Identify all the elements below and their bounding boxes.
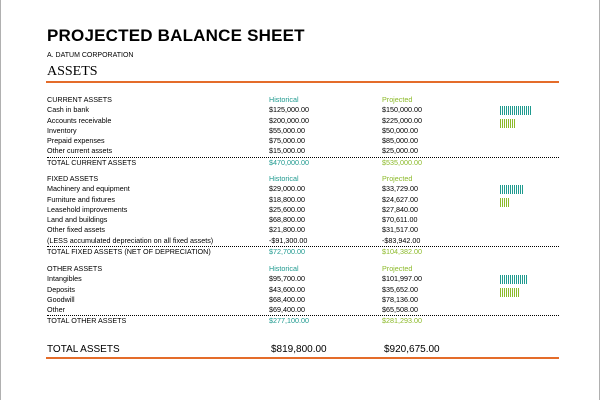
historical-value[interactable]: $75,000.00 bbox=[269, 136, 305, 146]
historical-value[interactable]: $68,800.00 bbox=[269, 215, 305, 225]
table-row[interactable] bbox=[47, 274, 559, 284]
total-row bbox=[47, 246, 559, 256]
assets-rule bbox=[46, 81, 559, 83]
projected-sparkline bbox=[500, 118, 531, 128]
table-row[interactable] bbox=[47, 305, 559, 315]
row-label: Intangibles bbox=[47, 274, 82, 284]
projected-column-header: Projected bbox=[382, 95, 413, 104]
projected-total: $535,000.00 bbox=[382, 157, 422, 167]
fixed-assets-section bbox=[47, 174, 559, 256]
projected-value[interactable]: $50,000.00 bbox=[382, 125, 418, 135]
total-assets-row bbox=[47, 343, 559, 357]
table-row[interactable] bbox=[47, 184, 559, 194]
projected-value[interactable]: $35,652.00 bbox=[382, 284, 418, 294]
row-label: Prepaid expenses bbox=[47, 136, 105, 146]
historical-sparkline bbox=[500, 274, 527, 284]
projected-sparkline bbox=[500, 287, 527, 297]
projected-value[interactable]: $33,729.00 bbox=[382, 184, 418, 194]
total-row bbox=[47, 157, 559, 167]
projected-total: $281,293.00 bbox=[382, 316, 422, 326]
table-row[interactable] bbox=[47, 215, 559, 225]
table-row[interactable] bbox=[47, 116, 559, 126]
other-assets-section bbox=[47, 264, 559, 326]
row-label: Furniture and fixtures bbox=[47, 194, 115, 204]
projected-value[interactable]: $78,136.00 bbox=[382, 294, 418, 304]
historical-value[interactable]: $69,400.00 bbox=[269, 305, 305, 315]
table-row[interactable] bbox=[47, 146, 559, 156]
historical-value[interactable]: $95,700.00 bbox=[269, 274, 305, 284]
projected-value[interactable]: $70,611.00 bbox=[382, 215, 418, 225]
current-assets-header-row bbox=[47, 95, 559, 105]
projected-value[interactable]: $25,000.00 bbox=[382, 146, 418, 156]
current-assets-sparklines bbox=[500, 105, 531, 131]
historical-value[interactable]: $125,000.00 bbox=[269, 105, 309, 115]
assets-heading: ASSETS bbox=[47, 64, 98, 79]
historical-value[interactable]: $43,600.00 bbox=[269, 284, 305, 294]
historical-value[interactable]: $55,000.00 bbox=[269, 125, 305, 135]
projected-column-header: Projected bbox=[382, 264, 413, 273]
historical-column-header: Historical bbox=[269, 95, 299, 104]
historical-value[interactable]: $15,000.00 bbox=[269, 146, 305, 156]
projected-value[interactable]: $85,000.00 bbox=[382, 136, 418, 146]
page-title: PROJECTED BALANCE SHEET bbox=[47, 26, 305, 45]
projected-total: $104,382.00 bbox=[382, 247, 422, 257]
table-row[interactable] bbox=[47, 126, 559, 136]
row-label: Machinery and equipment bbox=[47, 184, 130, 194]
row-label: Goodwill bbox=[47, 294, 75, 304]
row-label: Leasehold improvements bbox=[47, 204, 128, 214]
projected-value[interactable]: $24,627.00 bbox=[382, 194, 418, 204]
historical-value[interactable]: $21,800.00 bbox=[269, 225, 305, 235]
projected-value[interactable]: $225,000.00 bbox=[382, 115, 422, 125]
row-label: (LESS accumulated depreciation on all fixed assets) bbox=[47, 235, 214, 245]
projected-column-header: Projected bbox=[382, 174, 413, 183]
table-row[interactable] bbox=[47, 195, 559, 205]
table-row[interactable] bbox=[47, 205, 559, 215]
other-assets-heading: OTHER ASSETS bbox=[47, 264, 103, 273]
projected-value[interactable]: $31,517.00 bbox=[382, 225, 418, 235]
table-row[interactable] bbox=[47, 295, 559, 305]
table-row[interactable] bbox=[47, 136, 559, 146]
total-assets-historical: $819,800.00 bbox=[271, 344, 327, 355]
historical-sparkline bbox=[500, 184, 523, 194]
historical-total: $470,000.00 bbox=[269, 157, 309, 167]
row-label: Inventory bbox=[47, 125, 77, 135]
row-label: Accounts receivable bbox=[47, 115, 112, 125]
projected-value[interactable]: $101,997.00 bbox=[382, 274, 422, 284]
historical-value[interactable]: -$91,300.00 bbox=[269, 235, 308, 245]
historical-total: $72,700.00 bbox=[269, 247, 305, 257]
historical-value[interactable]: $25,600.00 bbox=[269, 204, 305, 214]
table-row[interactable] bbox=[47, 225, 559, 235]
historical-value[interactable]: $29,000.00 bbox=[269, 184, 305, 194]
historical-column-header: Historical bbox=[269, 174, 299, 183]
projected-value[interactable]: -$83,942.00 bbox=[382, 235, 421, 245]
other-assets-sparklines bbox=[500, 274, 527, 300]
fixed-assets-header-row bbox=[47, 174, 559, 184]
historical-value[interactable]: $200,000.00 bbox=[269, 115, 309, 125]
row-label: Other fixed assets bbox=[47, 225, 105, 235]
historical-sparkline bbox=[500, 105, 531, 115]
row-label: Other current assets bbox=[47, 146, 113, 156]
historical-column-header: Historical bbox=[269, 264, 299, 273]
total-assets-label: TOTAL ASSETS bbox=[47, 344, 120, 355]
historical-value[interactable]: $18,800.00 bbox=[269, 194, 305, 204]
historical-total: $277,100.00 bbox=[269, 316, 309, 326]
total-label: TOTAL FIXED ASSETS (NET OF DEPRECIATION) bbox=[47, 247, 211, 257]
current-assets-section bbox=[47, 95, 559, 167]
company-name: A. DATUM CORPORATION bbox=[47, 52, 134, 59]
total-row bbox=[47, 315, 559, 325]
fixed-assets-sparklines bbox=[500, 184, 523, 210]
row-label: Land and buildings bbox=[47, 215, 108, 225]
projected-value[interactable]: $27,840.00 bbox=[382, 204, 418, 214]
table-row[interactable] bbox=[47, 105, 559, 115]
row-label: Other bbox=[47, 305, 65, 315]
total-label: TOTAL OTHER ASSETS bbox=[47, 316, 127, 326]
projected-sparkline bbox=[500, 197, 523, 207]
current-assets-heading: CURRENT ASSETS bbox=[47, 95, 112, 104]
total-assets-projected: $920,675.00 bbox=[384, 344, 440, 355]
projected-value[interactable]: $65,508.00 bbox=[382, 305, 418, 315]
table-row[interactable] bbox=[47, 285, 559, 295]
table-row[interactable] bbox=[47, 236, 559, 246]
total-assets-rule bbox=[46, 357, 559, 359]
historical-value[interactable]: $68,400.00 bbox=[269, 294, 305, 304]
projected-value[interactable]: $150,000.00 bbox=[382, 105, 422, 115]
row-label: Deposits bbox=[47, 284, 75, 294]
row-label: Cash in bank bbox=[47, 105, 89, 115]
fixed-assets-heading: FIXED ASSETS bbox=[47, 174, 99, 183]
other-assets-header-row bbox=[47, 264, 559, 274]
total-label: TOTAL CURRENT ASSETS bbox=[47, 157, 137, 167]
